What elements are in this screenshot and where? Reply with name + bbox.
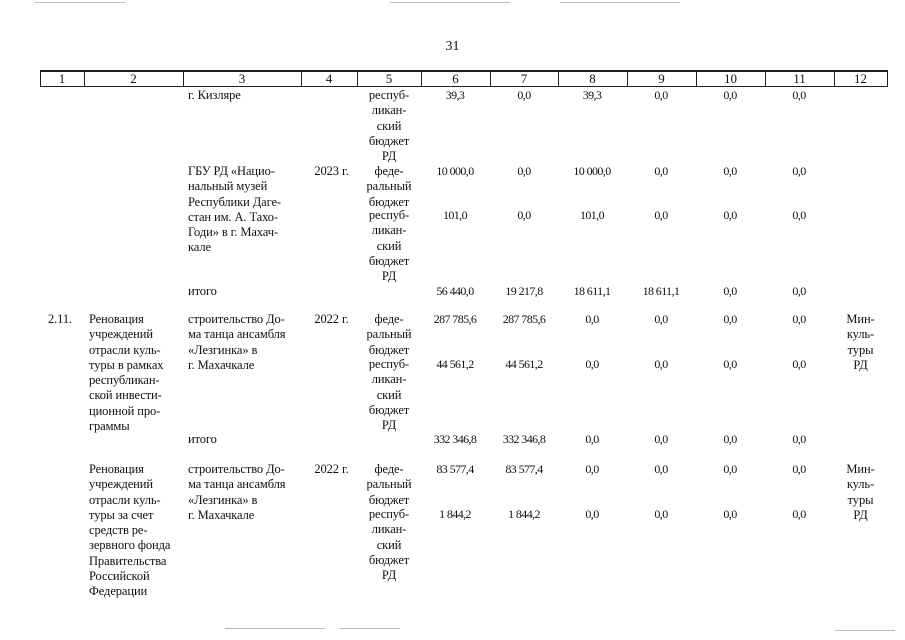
value-col8: 0,0 [585,507,599,521]
header-col-6: 6 [452,71,459,86]
object-name: ГБУ РД «Нацио- нальный музей Республики Даге- стан им. А. Тахо- Годи» в г. Махач- кале [188,164,281,255]
total-label: итого [188,432,217,446]
funding-source-republic: респуб- ликан- ский бюджет РД [368,357,410,433]
value-col6: 39,3 [445,88,465,102]
value-col8: 0,0 [585,432,599,446]
value-col10: 0,0 [723,88,737,102]
value-col8: 0,0 [585,312,599,326]
responsible-executor: Мин- куль- туры РД [846,312,875,372]
measure-name: Реновация учреждений отрасли куль- туры в рамках республикан- ской инвести- ционной про- граммы [89,312,164,434]
value-col9: 18 611,1 [642,284,680,298]
value-col11: 0,0 [792,164,806,178]
value-col8: 0,0 [585,462,599,476]
total-label: итого [188,284,217,298]
value-col9: 0,0 [654,357,668,371]
header-col-1: 1 [58,71,66,86]
value-col10: 0,0 [723,164,737,178]
value-col11: 0,0 [792,462,806,476]
page-number: 31 [445,39,460,54]
value-col6: 287 785,6 [433,312,477,326]
value-col10: 0,0 [723,312,737,326]
value-col9: 0,0 [654,88,668,102]
scan-artifact-bottom-right [835,630,895,631]
value-col8: 39,3 [582,88,602,102]
value-col11: 0,0 [792,507,806,521]
funding-source-federal: феде- ральный бюджет [366,312,412,357]
measure-name: Реновация учреждений отрасли куль- туры за счет средств ре- зервного фонда Правительства Российской Федерации [89,462,171,599]
value-col9: 0,0 [654,312,668,326]
header-col-4: 4 [325,71,333,86]
value-col11: 0,0 [792,284,806,298]
scan-artifact-top-mid [390,2,510,3]
value-col11: 0,0 [792,88,806,102]
header-divider [887,70,888,87]
value-col8: 10 000,0 [573,164,611,178]
value-col6: 1 844,2 [439,507,471,521]
value-col10: 0,0 [723,284,737,298]
value-col10: 0,0 [723,462,737,476]
header-col-3: 3 [238,71,246,86]
value-col8: 101,0 [579,208,604,222]
responsible-executor: Мин- куль- туры РД [846,462,875,522]
value-col6: 44 561,2 [436,357,474,371]
value-col9: 0,0 [654,164,668,178]
value-col7: 287 785,6 [502,312,546,326]
value-col10: 0,0 [723,432,737,446]
value-col6: 83 577,4 [436,462,474,476]
value-col7: 332 346,8 [502,432,546,446]
year: 2022 г. [314,462,349,476]
value-col11: 0,0 [792,208,806,222]
object-name: строительство До- ма танца ансамбля «Лезгинка» в г. Махачкале [188,312,286,372]
header-col-9: 9 [658,71,665,86]
value-col9: 0,0 [654,432,668,446]
object-name: строительство До- ма танца ансамбля «Лезгинка» в г. Махачкале [188,462,286,522]
value-col11: 0,0 [792,432,806,446]
year: 2023 г. [314,164,349,178]
value-col10: 0,0 [723,208,737,222]
value-col7: 0,0 [517,88,531,102]
funding-source-republic: респуб- ликан- ский бюджет РД [368,208,410,284]
scan-artifact-bottom-mid [340,628,400,629]
header-col-7: 7 [520,71,528,86]
value-col6: 10 000,0 [436,164,474,178]
header-col-2: 2 [130,71,137,86]
header-col-11: 11 [793,71,806,86]
scan-artifact-bottom-left [225,628,325,629]
scan-artifact-top-left [35,2,125,3]
header-col-10: 10 [724,71,737,86]
value-col9: 0,0 [654,507,668,521]
funding-source-federal: феде- ральный бюджет [366,462,412,507]
value-col11: 0,0 [792,357,806,371]
value-col7: 83 577,4 [505,462,543,476]
value-col7: 44 561,2 [505,357,543,371]
object-name: г. Кизляре [188,88,241,102]
value-col10: 0,0 [723,507,737,521]
value-col10: 0,0 [723,357,737,371]
value-col8: 0,0 [585,357,599,371]
value-col9: 0,0 [654,208,668,222]
funding-source: респуб- ликан- ский бюджет РД [368,88,410,164]
value-col9: 0,0 [654,462,668,476]
value-col7: 19 217,8 [505,284,543,298]
header-col-5: 5 [385,71,393,86]
value-col6: 56 440,0 [436,284,474,298]
scan-artifact-top-right [560,2,680,3]
row-number: 2.11. [48,312,73,326]
value-col7: 1 844,2 [508,507,540,521]
header-col-12: 12 [854,71,867,86]
value-col11: 0,0 [792,312,806,326]
header-col-8: 8 [589,71,596,86]
value-col8: 18 611,1 [573,284,611,298]
value-col7: 0,0 [517,164,531,178]
funding-source-federal: феде- ральный бюджет [366,164,412,209]
funding-source-republic: респуб- ликан- ский бюджет РД [368,507,410,583]
value-col6: 101,0 [442,208,467,222]
value-col7: 0,0 [517,208,531,222]
value-col6: 332 346,8 [433,432,477,446]
year: 2022 г. [314,312,349,326]
